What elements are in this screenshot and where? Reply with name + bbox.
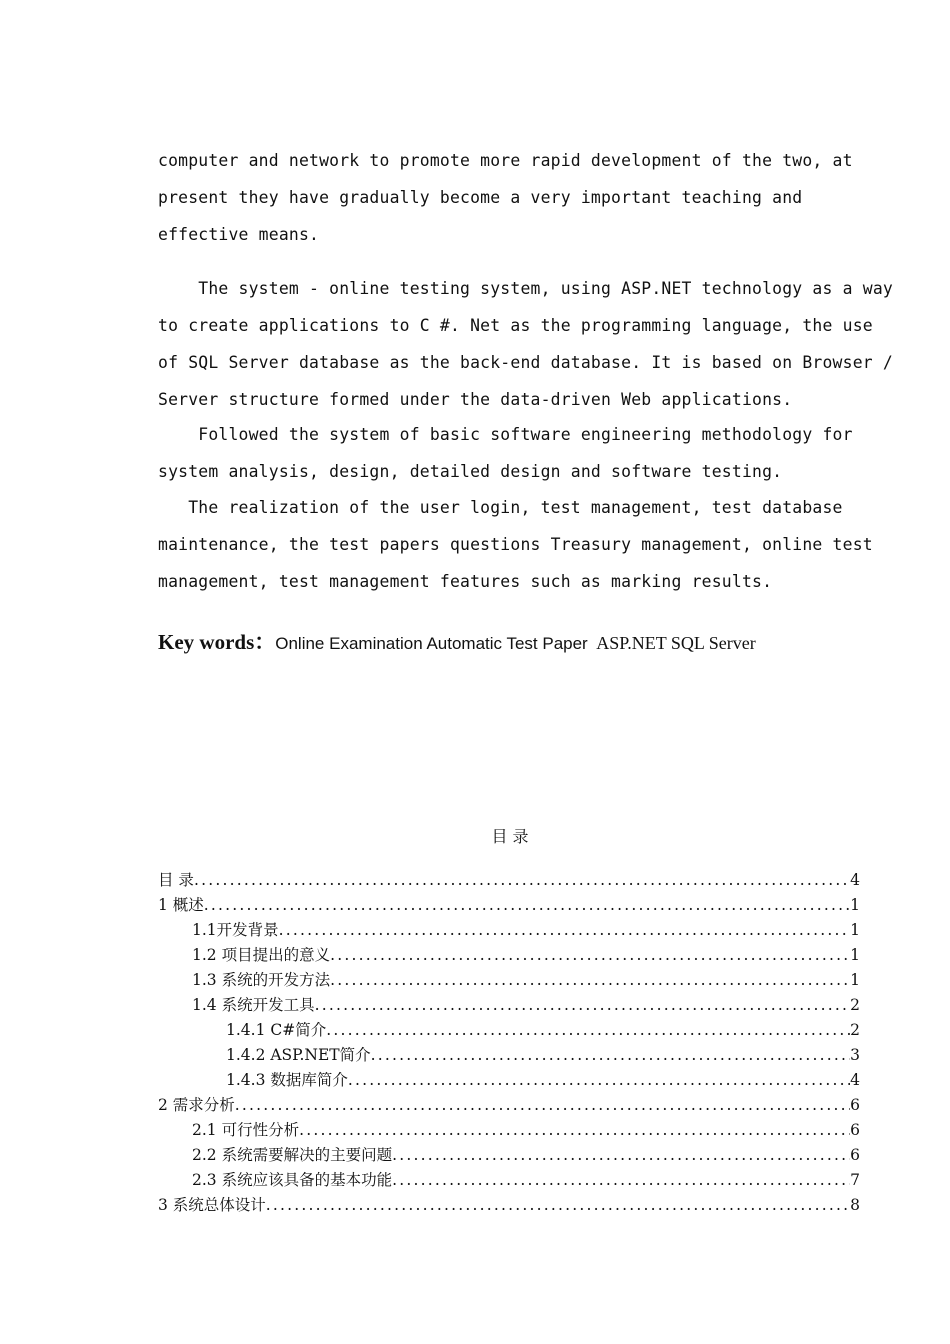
toc-entry[interactable] <box>158 1168 860 1193</box>
toc-entry-label: 1.4.2 ASP.NET简介 <box>226 1046 371 1064</box>
toc-entry[interactable] <box>158 868 860 893</box>
toc-entry[interactable] <box>158 1143 860 1168</box>
toc-dot-leader <box>330 968 850 993</box>
text-line: The realization of the user login, test management, test database <box>158 498 843 517</box>
toc-entry-page-number: 6 <box>850 1146 860 1164</box>
toc-dot-leader <box>371 1043 851 1068</box>
text-line: present they have gradually become a very important teaching and <box>158 188 803 207</box>
toc-entry-page-number: 1 <box>850 971 860 989</box>
toc-dot-leader <box>204 893 850 918</box>
toc-entry-label: 1 概述 <box>158 896 204 914</box>
toc-entry[interactable] <box>158 968 860 993</box>
toc-entry-label: 1.1开发背景 <box>192 921 279 939</box>
toc-entry[interactable] <box>158 993 860 1018</box>
toc-entry[interactable] <box>158 1043 860 1068</box>
toc-entry-page-number: 3 <box>850 1046 860 1064</box>
text-line: system analysis, design, detailed design and software testing. <box>158 462 783 481</box>
abstract-realization-paragraph <box>158 489 873 600</box>
toc-dot-leader <box>392 1143 850 1168</box>
text-line: maintenance, the test papers questions Treasury management, online test <box>158 535 873 554</box>
toc-entry-page-number: 4 <box>850 871 860 889</box>
toc-entry-page-number: 2 <box>850 1021 860 1039</box>
abstract-intro-paragraph <box>158 142 860 253</box>
toc-entry-page-number: 6 <box>850 1096 860 1114</box>
toc-entry[interactable] <box>158 1018 860 1043</box>
text-line: computer and network to promote more rapid development of the two, at <box>158 151 853 170</box>
toc-entry[interactable] <box>158 918 860 943</box>
toc-entry-label: 1.4.3 数据库简介 <box>226 1071 348 1089</box>
keywords-label: Key words： <box>158 630 276 654</box>
toc-entry-page-number: 1 <box>850 946 860 964</box>
toc-entry-page-number: 1 <box>850 896 860 914</box>
toc-dot-leader <box>326 1018 850 1043</box>
toc-entry[interactable] <box>158 1193 860 1218</box>
abstract-system-paragraph <box>158 270 893 418</box>
toc-entry-label: 2 需求分析 <box>158 1096 235 1114</box>
keywords-items-secondary: ASP.NET SQL Server <box>596 633 756 653</box>
toc-dot-leader <box>348 1068 850 1093</box>
text-line: management, test management features such as marking results. <box>158 572 773 591</box>
toc-entry-label: 2.2 系统需要解决的主要问题 <box>192 1146 393 1164</box>
toc-entry[interactable] <box>158 1068 860 1093</box>
toc-entry-page-number: 8 <box>850 1196 860 1214</box>
toc-entry-label: 2.1 可行性分析 <box>192 1121 300 1139</box>
toc-entry-label: 1.2 项目提出的意义 <box>192 946 331 964</box>
toc-entry-label: 1.4.1 C#简介 <box>226 1021 327 1039</box>
toc-entry-page-number: 2 <box>850 996 860 1014</box>
keywords-items-primary: Online Examination Automatic Test Paper <box>275 634 588 653</box>
toc-entry-page-number: 7 <box>850 1171 860 1189</box>
toc-entry-label: 目 录 <box>158 871 194 889</box>
toc-entry-label: 1.4 系统开发工具 <box>192 996 315 1014</box>
toc-dot-leader <box>266 1193 850 1218</box>
text-line: The system - online testing system, using ASP.NET technology as a way <box>158 279 893 298</box>
text-line: Server structure formed under the data-driven Web applications. <box>158 390 793 409</box>
text-line: of SQL Server database as the back-end database. It is based on Browser / <box>158 353 893 372</box>
toc-entry[interactable] <box>158 1093 860 1118</box>
toc-entry[interactable] <box>158 943 860 968</box>
toc-dot-leader <box>194 868 850 893</box>
keywords-line <box>158 626 878 656</box>
toc-entry[interactable] <box>158 1118 860 1143</box>
toc-dot-leader <box>315 993 851 1018</box>
toc-dot-leader <box>392 1168 850 1193</box>
toc-dot-leader <box>299 1118 850 1143</box>
toc-entry-label: 1.3 系统的开发方法 <box>192 971 331 989</box>
toc-dot-leader <box>279 918 850 943</box>
toc-entry-label: 3 系统总体设计 <box>158 1196 266 1214</box>
table-of-contents <box>158 868 860 1218</box>
abstract-method-paragraph <box>158 416 860 490</box>
toc-entry-page-number: 6 <box>850 1121 860 1139</box>
text-line: effective means. <box>158 225 320 244</box>
toc-entry-label: 2.3 系统应该具备的基本功能 <box>192 1171 393 1189</box>
text-line: to create applications to C #. Net as the programming language, the use <box>158 316 873 335</box>
toc-title: 目 录 <box>491 827 529 846</box>
toc-dot-leader <box>330 943 850 968</box>
toc-dot-leader <box>235 1093 850 1118</box>
toc-entry[interactable] <box>158 893 860 918</box>
text-line: Followed the system of basic software engineering methodology for <box>158 425 853 444</box>
toc-entry-page-number: 4 <box>850 1071 860 1089</box>
toc-entry-page-number: 1 <box>850 921 860 939</box>
